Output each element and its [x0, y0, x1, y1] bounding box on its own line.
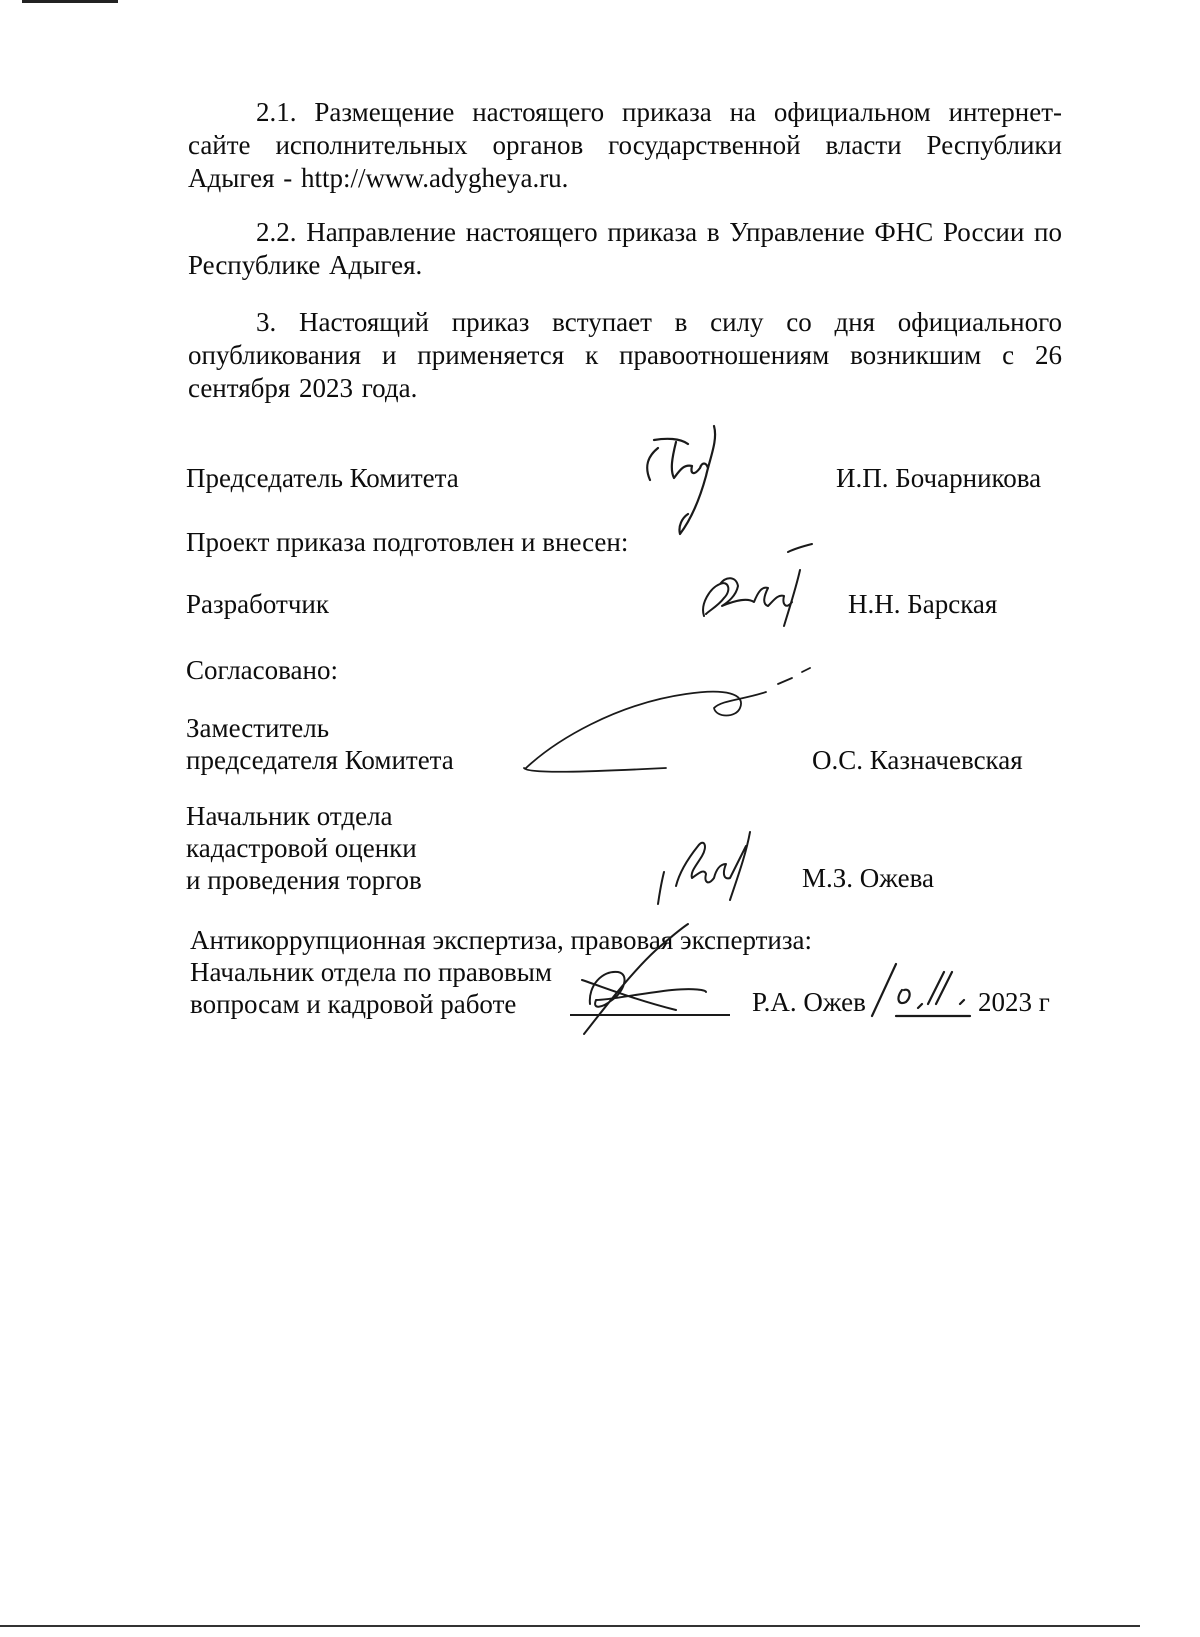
deputy-name: О.С. Казначевская: [812, 745, 1023, 775]
developer-signature: [696, 540, 824, 632]
expertise-title-line-2: вопросам и кадровой работе: [190, 989, 517, 1019]
expertise-name: Р.А. Ожев: [752, 987, 866, 1017]
developer-name: Н.Н. Барская: [848, 589, 998, 619]
dept-head-name: М.З. Ожева: [802, 863, 934, 893]
expertise-date-handwritten: [866, 960, 978, 1020]
expertise-heading: Антикоррупционная экспертиза, правовая экспертиза:: [190, 925, 813, 955]
dept-head-title-line-3: и проведения торгов: [186, 865, 422, 895]
expertise-date-year: 2023 г: [978, 987, 1050, 1017]
paragraph-2-1: 2.1. Размещение настоящего приказа на официальном интернет-сайте исполнительных органов государственной власти Республики Адыгея - http://www.adygheya.ru.: [188, 97, 1062, 193]
paragraph-3: 3. Настоящий приказ вступает в силу со дня официального опубликования и применяется к правоотношениям возникшим с 26 сентября 2023 года.: [188, 307, 1062, 403]
paragraph-2-2: 2.2. Направление настоящего приказа в Управление ФНС России по Республике Адыгея.: [188, 217, 1062, 280]
scan-artifact-bottom: [0, 1625, 1140, 1627]
chairman-name: И.П. Бочарникова: [836, 463, 1042, 493]
deputy-title: [186, 712, 454, 776]
developer-title: Разработчик: [186, 589, 329, 619]
expertise-title-line-1: Начальник отдела по правовым: [190, 957, 552, 987]
prepared-by-label: Проект приказа подготовлен и внесен:: [186, 527, 629, 557]
scan-artifact-top: [22, 0, 118, 3]
chairman-signature: [636, 418, 746, 538]
deputy-title-line-1: Заместитель: [186, 713, 330, 743]
deputy-title-line-2: председателя Комитета: [186, 745, 454, 775]
dept-head-signature: [650, 824, 760, 908]
expertise-title: [190, 956, 552, 1020]
dept-head-title-line-1: Начальник отдела: [186, 801, 393, 831]
dept-head-title-line-2: кадастровой оценки: [186, 833, 417, 863]
dept-head-title: [186, 800, 422, 896]
chairman-title: Председатель Комитета: [186, 463, 459, 493]
deputy-signature: [516, 664, 816, 776]
expertise-signature: [576, 916, 744, 1040]
agreed-label: Согласовано:: [186, 655, 338, 685]
